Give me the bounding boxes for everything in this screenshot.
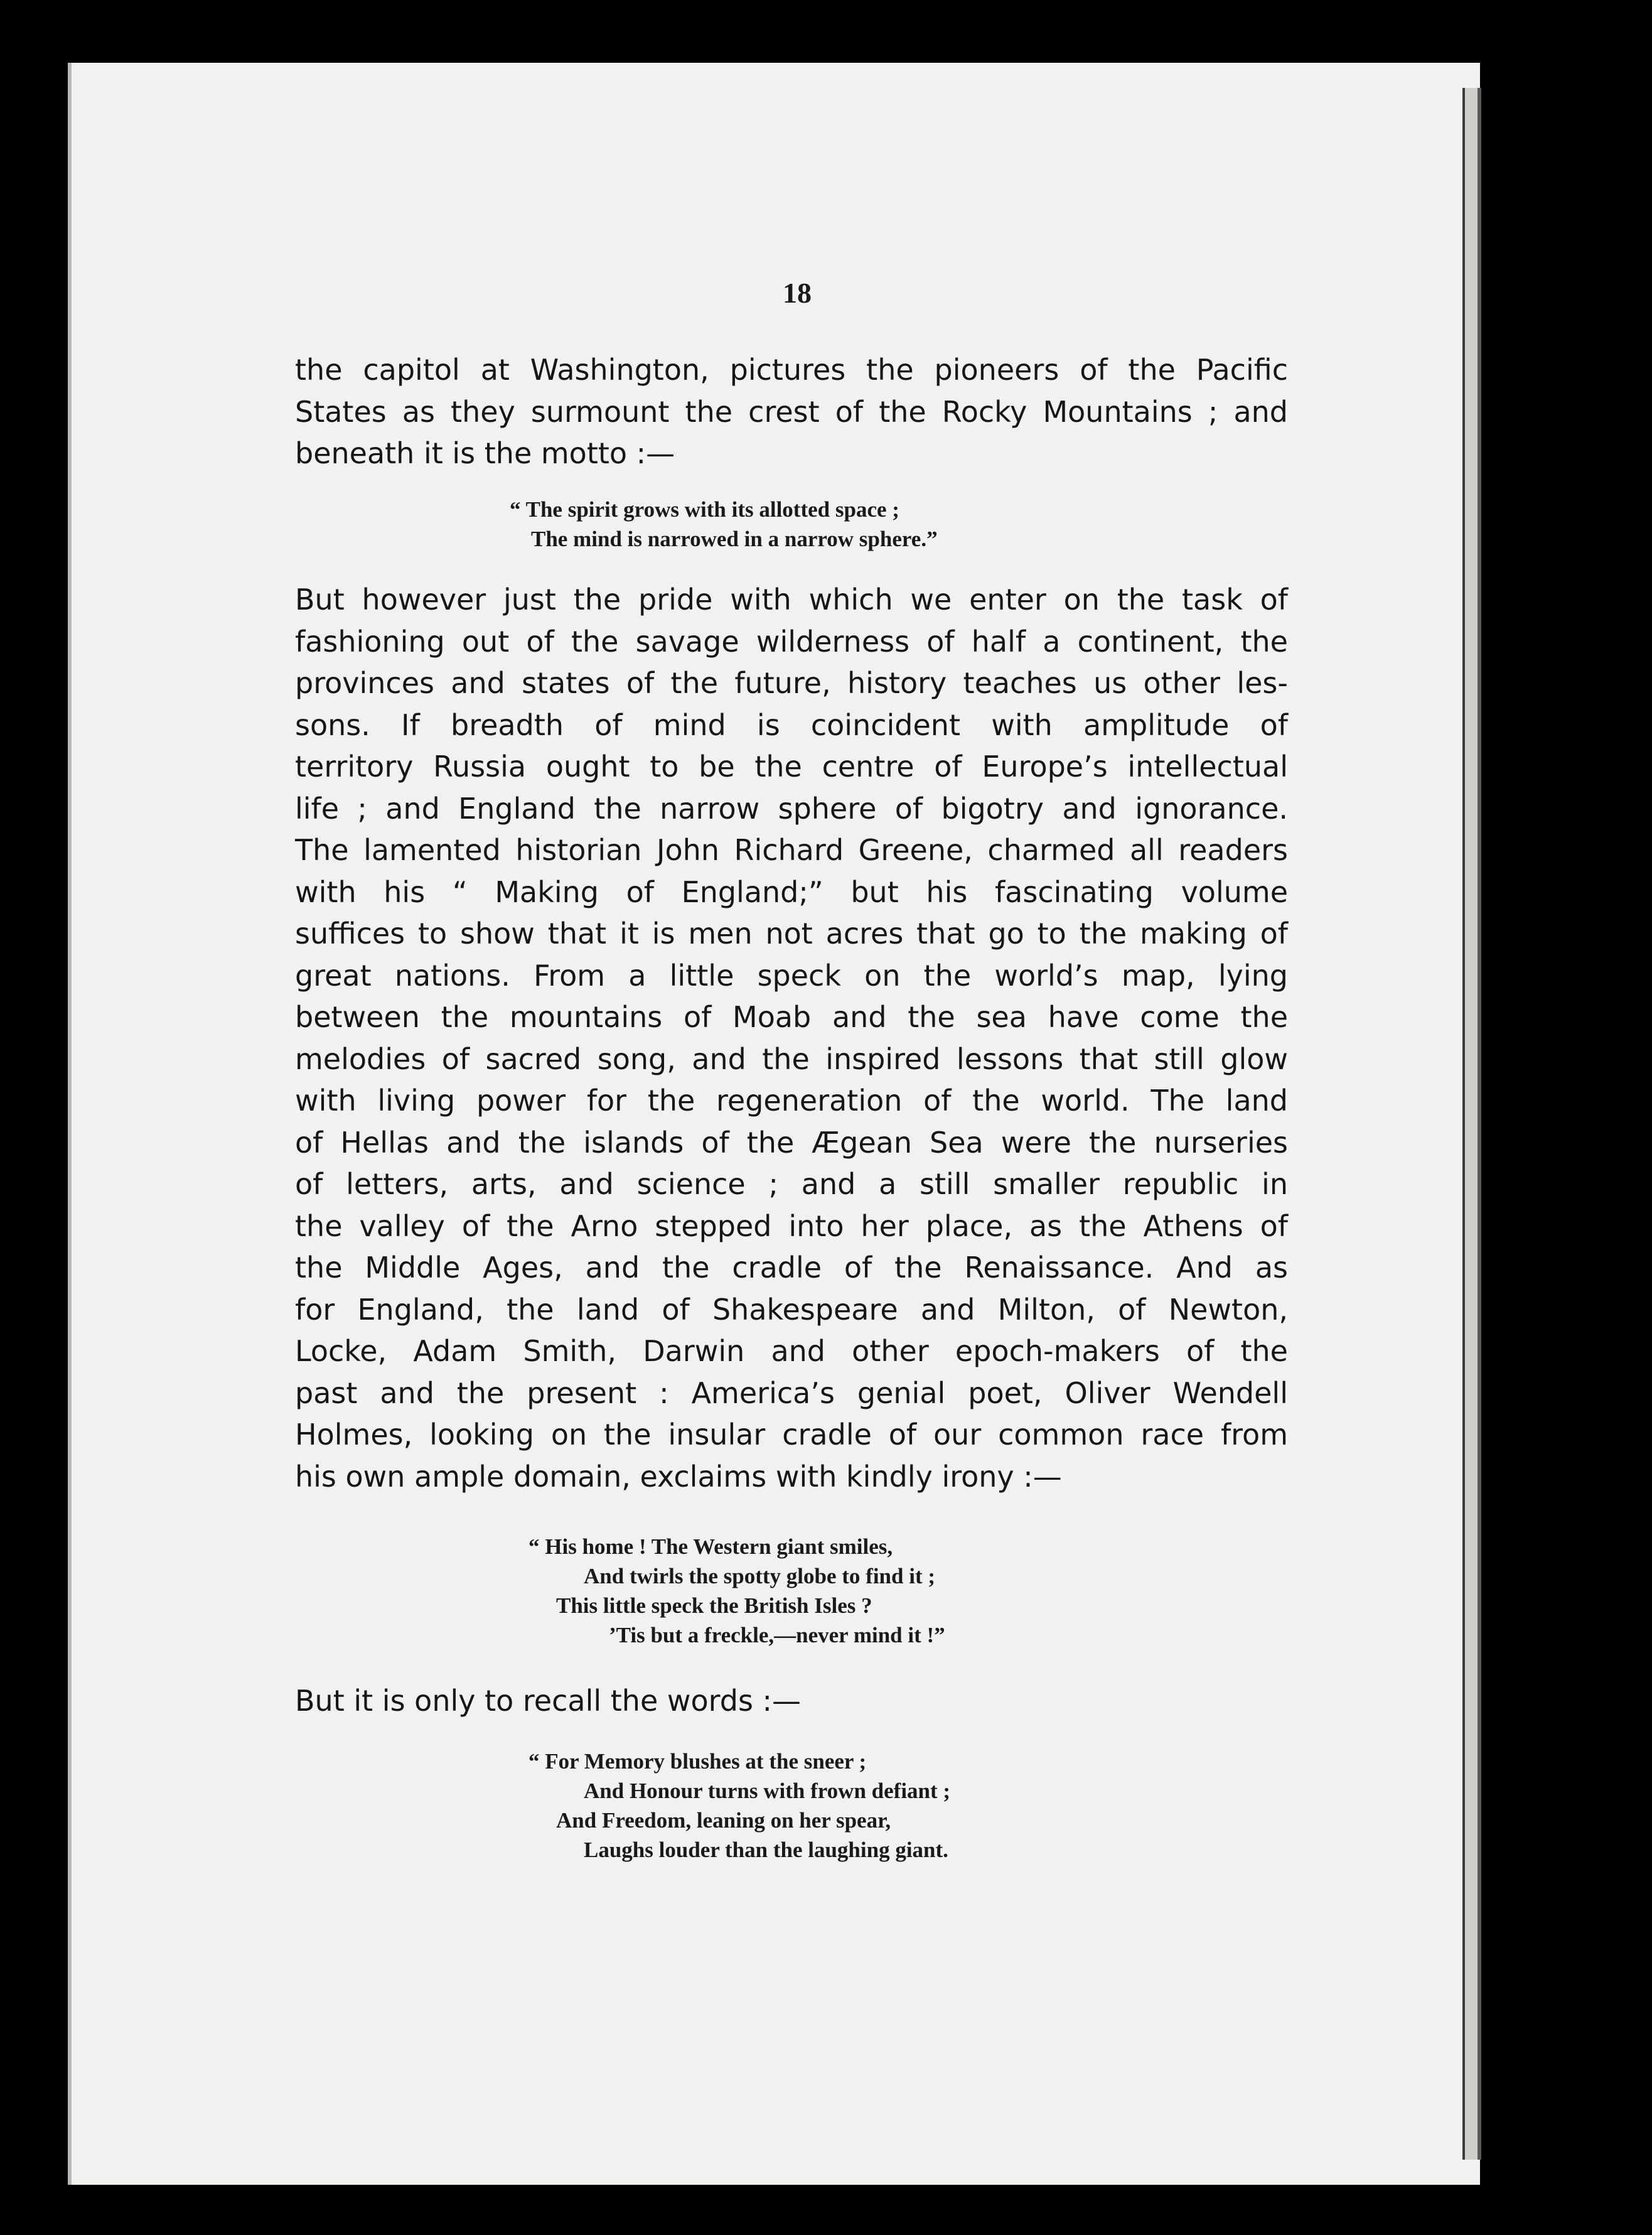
text-line: But however just the pride with which we enter on the task of <box>295 583 1288 617</box>
verse-line: This little speck the British Isles ? <box>556 1593 872 1618</box>
verse-quotation-3 <box>528 1747 950 1865</box>
paragraph-3 <box>295 1680 1288 1722</box>
text-line: with living power for the regeneration of the world. The land <box>295 1084 1288 1118</box>
paragraph-1 <box>295 349 1288 475</box>
text-line: past and the present : America’s genial poet, Oliver Wendell <box>295 1376 1288 1410</box>
page-edge <box>1462 88 1481 2160</box>
text-line: sons. If breadth of mind is coincident with amplitude of <box>295 708 1288 742</box>
text-line: But it is only to recall the words :— <box>295 1684 802 1718</box>
text-line: States as they surmount the crest of the Rocky Mountains ; and <box>295 394 1288 429</box>
verse-line: ’Tis but a freckle,—never mind it !” <box>609 1623 945 1647</box>
verse-line: The mind is narrowed in a narrow sphere.” <box>531 527 938 551</box>
text-line: the capitol at Washington, pictures the pioneers of the Pacific <box>295 353 1288 387</box>
text-line: of Hellas and the islands of the Ægean Sea were the nurseries <box>295 1125 1288 1160</box>
text-line: beneath it is the motto :— <box>295 436 675 470</box>
paragraph-2 <box>295 579 1288 1497</box>
verse-quotation-1 <box>510 495 938 554</box>
text-line: the valley of the Arno stepped into her place, as the Athens of <box>295 1209 1288 1243</box>
verse-quotation-2 <box>528 1532 945 1650</box>
text-line: melodies of sacred song, and the inspired lessons that still glow <box>295 1042 1288 1076</box>
text-line: suffices to show that it is men not acres that go to the making of <box>295 917 1288 951</box>
text-line: life ; and England the narrow sphere of bigotry and ignorance. <box>295 791 1288 826</box>
verse-line: And Honour turns with frown defiant ; <box>584 1779 951 1803</box>
text-line: fashioning out of the savage wilderness of half a continent, the <box>295 624 1288 659</box>
page-number: 18 <box>783 277 812 309</box>
text-line: Holmes, looking on the insular cradle of our common race from <box>295 1418 1288 1451</box>
text-line: his own ample domain, exclaims with kindly irony :— <box>295 1459 1062 1494</box>
text-line: The lamented historian John Richard Greene, charmed all readers <box>295 833 1288 867</box>
text-line: between the mountains of Moab and the sea have come the <box>295 1000 1288 1034</box>
verse-line: Laughs louder than the laughing giant. <box>584 1838 948 1862</box>
verse-line: “ The spirit grows with its allotted space ; <box>510 497 899 522</box>
text-line: of letters, arts, and science ; and a still smaller republic in <box>295 1167 1288 1201</box>
text-line: great nations. From a little speck on the world’s map, lying <box>295 958 1288 993</box>
verse-line: And Freedom, leaning on her spear, <box>556 1808 891 1833</box>
text-line: for England, the land of Shakespeare and Milton, of Newton, <box>295 1292 1288 1327</box>
text-line: territory Russia ought to be the centre of Europe’s intellectual <box>295 750 1288 784</box>
verse-line: “ His home ! The Western giant smiles, <box>528 1534 893 1559</box>
text-line: the Middle Ages, and the cradle of the Renaissance. And as <box>295 1251 1288 1284</box>
verse-line: And twirls the spotty globe to find it ; <box>584 1564 936 1588</box>
text-line: provinces and states of the future, history teaches us other les- <box>295 666 1288 700</box>
text-line: Locke, Adam Smith, Darwin and other epoch-makers of the <box>295 1334 1288 1368</box>
text-line: with his “ Making of England;” but his fascinating volume <box>295 875 1288 909</box>
verse-line: “ For Memory blushes at the sneer ; <box>528 1749 867 1774</box>
